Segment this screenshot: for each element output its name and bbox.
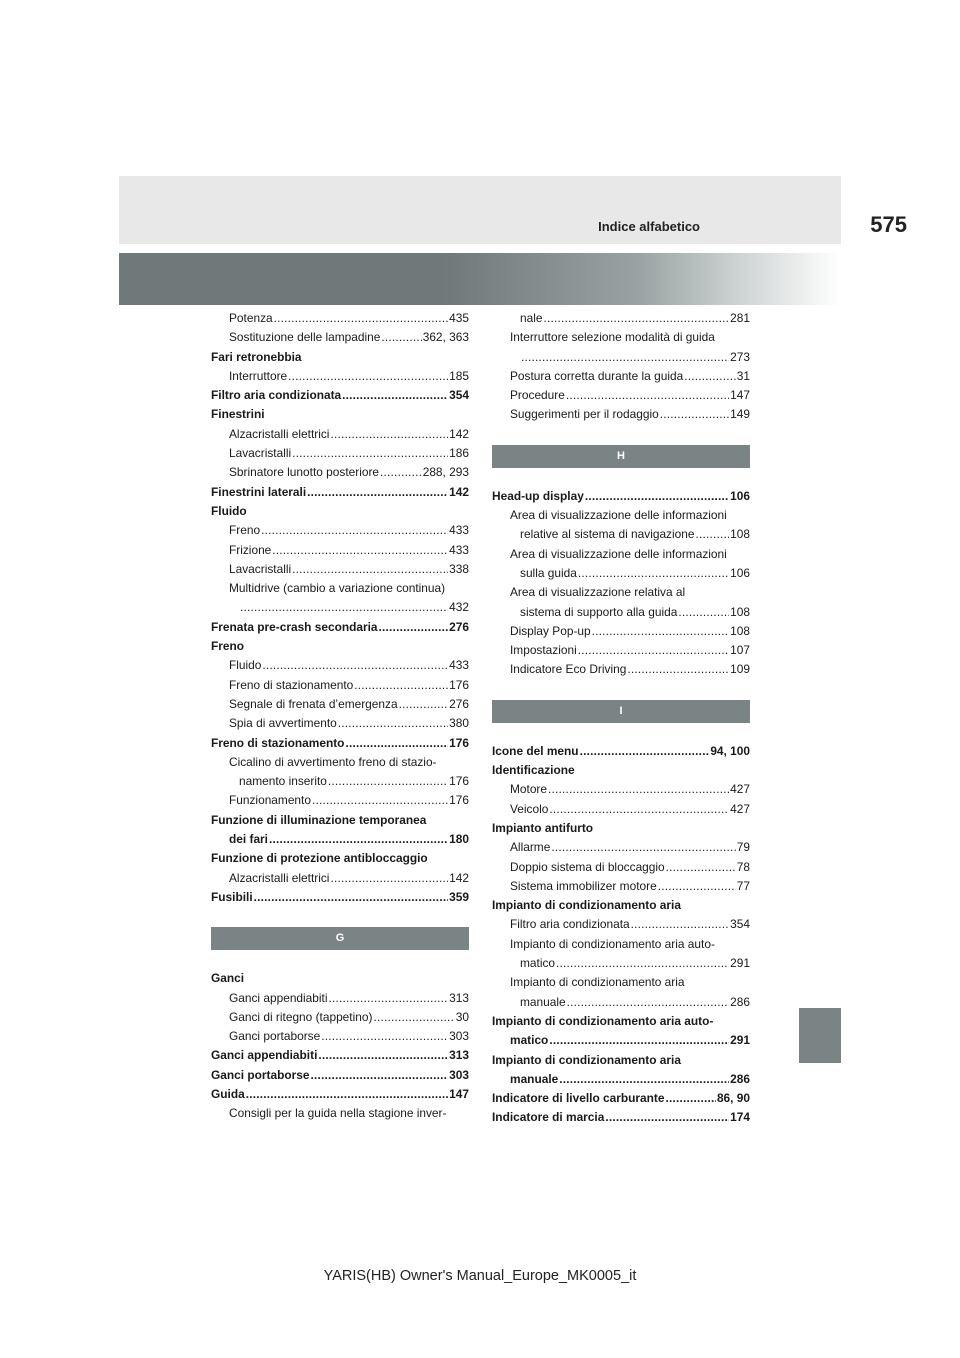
index-entry xyxy=(492,525,750,544)
index-entry-page: 380 xyxy=(449,716,469,731)
index-entry xyxy=(492,1051,750,1070)
index-entry-page: 303 xyxy=(449,1067,469,1082)
index-entry xyxy=(211,483,469,502)
dot-leader xyxy=(521,348,729,367)
index-entry-text: Interruttore selezione modalità di guida xyxy=(510,330,715,345)
index-entry xyxy=(211,714,469,733)
index-entry xyxy=(211,830,469,849)
index-entry-page: 31 xyxy=(736,368,750,383)
dot-leader xyxy=(559,1070,729,1089)
dot-leader xyxy=(381,328,421,347)
index-entry-page: 149 xyxy=(730,407,750,422)
index-entry xyxy=(211,1046,469,1065)
index-entry xyxy=(211,637,469,656)
index-entry-page: 78 xyxy=(736,859,750,874)
dot-leader xyxy=(274,309,449,328)
index-entry xyxy=(211,888,469,907)
dot-leader xyxy=(292,444,448,463)
index-entry xyxy=(211,772,469,791)
index-entry-page: 432 xyxy=(449,600,469,615)
dot-leader xyxy=(342,386,448,405)
index-entry-page: 176 xyxy=(449,735,469,750)
index-entry xyxy=(492,545,750,564)
index-entry xyxy=(492,800,750,819)
index-entry-page: 185 xyxy=(449,368,469,383)
index-entry-text: Identificazione xyxy=(492,763,575,778)
dot-leader xyxy=(288,367,448,386)
index-entry-text: relative al sistema di navigazione xyxy=(520,527,695,542)
header-gradient-bar xyxy=(119,253,841,305)
index-entry xyxy=(492,935,750,954)
dot-leader xyxy=(551,838,735,857)
index-entry-text: Freno di stazionamento xyxy=(229,677,354,692)
index-entry-text: Lavacristalli xyxy=(229,561,292,576)
index-entry-text: Fluido xyxy=(211,503,247,518)
index-entry-page: 286 xyxy=(730,994,750,1009)
dot-leader xyxy=(379,618,449,637)
index-entry-text: Multidrive (cambio a variazione continua) xyxy=(229,581,446,596)
index-entry xyxy=(492,780,750,799)
index-entry-text: Impianto di condizionamento aria xyxy=(492,1052,681,1067)
index-entry xyxy=(211,328,469,347)
index-entry-text: Cicalino di avvertimento freno di stazio- xyxy=(229,754,437,769)
index-entry-page: 174 xyxy=(730,1110,750,1125)
dot-leader xyxy=(254,888,449,907)
dot-leader xyxy=(310,1066,448,1085)
index-entry xyxy=(211,579,469,598)
index-entry-text: Alzacristalli elettrici xyxy=(229,870,330,885)
index-entry-page: 286 xyxy=(730,1071,750,1086)
index-entry xyxy=(492,1108,750,1127)
index-entry xyxy=(492,348,750,367)
index-entry-text: Area di visualizzazione delle informazioni xyxy=(510,546,727,561)
index-entry xyxy=(211,618,469,637)
index-entry-text: Frizione xyxy=(229,542,272,557)
index-entry-page: 435 xyxy=(449,311,469,325)
index-entry-page: 176 xyxy=(449,774,469,789)
dot-leader xyxy=(321,1027,448,1046)
dot-leader xyxy=(696,525,730,544)
index-entry-text: Display Pop-up xyxy=(510,623,591,638)
index-entry-text: Indicatore di marcia xyxy=(492,1110,605,1125)
dot-leader xyxy=(329,989,449,1008)
dot-leader xyxy=(269,830,448,849)
index-entry-text: Allarme xyxy=(510,840,551,855)
index-entry-text: Area di visualizzazione delle informazioni xyxy=(510,508,727,523)
header-band xyxy=(119,176,841,244)
index-entry xyxy=(211,656,469,675)
letter-heading: I xyxy=(492,700,750,723)
index-entry-text: Ganci portaborse xyxy=(229,1029,321,1044)
index-entry-page: 427 xyxy=(730,801,750,816)
index-entry-page: 147 xyxy=(449,1086,469,1101)
dot-leader xyxy=(678,603,729,622)
dot-leader xyxy=(580,742,710,761)
index-entry-text: sistema di supporto alla guida xyxy=(520,604,678,619)
dot-leader xyxy=(567,993,730,1012)
index-entry-text: Impianto di condizionamento aria auto- xyxy=(510,936,715,951)
index-entry xyxy=(211,811,469,830)
index-entry-text: Doppio sistema di bloccaggio xyxy=(510,859,665,874)
index-entry-page: 276 xyxy=(449,619,469,634)
index-entry-text: Funzione di protezione antibloccaggio xyxy=(211,851,428,866)
index-entry-text: Interruttore xyxy=(229,368,288,383)
index-entry xyxy=(211,1027,469,1046)
index-entry-text: Veicolo xyxy=(510,801,549,816)
dot-leader xyxy=(548,780,729,799)
dot-leader xyxy=(684,367,736,386)
index-entry-page: 176 xyxy=(449,793,469,808)
dot-leader xyxy=(338,714,448,733)
index-entry-page: 433 xyxy=(449,658,469,673)
index-entry-page: 359 xyxy=(449,889,469,904)
dot-leader xyxy=(272,541,448,560)
index-entry-text: Area di visualizzazione relativa al xyxy=(510,585,686,600)
index-entry-page: 273 xyxy=(730,349,750,364)
index-entry-page: 107 xyxy=(730,643,750,658)
index-entry xyxy=(492,915,750,934)
index-entry xyxy=(211,753,469,772)
dot-leader xyxy=(240,598,448,617)
index-entry-page: 276 xyxy=(449,696,469,711)
index-entry-text: nale xyxy=(520,311,543,325)
index-entry xyxy=(492,973,750,992)
index-entry-text: Funzione di illuminazione temporanea xyxy=(211,812,427,827)
dot-leader xyxy=(585,487,729,506)
index-entry-text: manuale xyxy=(510,1071,559,1086)
index-entry xyxy=(492,1070,750,1089)
index-entry-page: 291 xyxy=(730,1033,750,1048)
index-entry-text: Sistema immobilizer motore xyxy=(510,878,657,893)
index-entry xyxy=(492,742,750,761)
index-entry xyxy=(211,541,469,560)
index-entry-text: Freno xyxy=(211,639,245,654)
index-entry xyxy=(492,819,750,838)
index-entry-page: 79 xyxy=(736,840,750,855)
index-entry xyxy=(211,989,469,1008)
index-entry-text: Motore xyxy=(510,782,548,797)
dot-leader xyxy=(312,791,448,810)
dot-leader xyxy=(380,463,422,482)
dot-leader xyxy=(592,622,730,641)
dot-leader xyxy=(345,734,448,753)
index-entry xyxy=(211,791,469,810)
index-entry-page: 362, 363 xyxy=(422,330,469,345)
index-entry-text: matico xyxy=(510,1033,549,1048)
index-entry-text: Fusibili xyxy=(211,889,253,904)
index-entry-text: Ganci xyxy=(211,971,245,986)
index-entry-page: 30 xyxy=(455,1009,469,1024)
index-entry-page: 354 xyxy=(730,917,750,932)
index-entry xyxy=(492,328,750,347)
index-entry-text: Sostituzione delle lampadine xyxy=(229,330,381,345)
index-entry xyxy=(211,734,469,753)
dot-leader xyxy=(627,660,729,679)
index-entry-text: Impianto di condizionamento aria xyxy=(510,975,685,990)
index-entry-text: Funzionamento xyxy=(229,793,311,808)
index-entry xyxy=(211,348,469,367)
index-entry xyxy=(492,386,750,405)
index-entry xyxy=(492,838,750,857)
index-entry xyxy=(211,1066,469,1085)
index-entry-page: 94, 100 xyxy=(710,743,750,758)
index-entry-text: Suggerimenti per il rodaggio xyxy=(510,407,659,422)
index-entry-text: Filtro aria condizionata xyxy=(510,917,630,932)
dot-leader xyxy=(246,1085,448,1104)
index-entry xyxy=(211,598,469,617)
index-entry-page: 142 xyxy=(449,870,469,885)
index-entry-page: 109 xyxy=(730,662,750,677)
index-entry-text: Lavacristalli xyxy=(229,446,292,461)
dot-leader xyxy=(556,954,729,973)
index-entry xyxy=(492,487,750,506)
index-entry-page: 291 xyxy=(730,956,750,971)
chapter-thumb-tab xyxy=(799,1008,841,1063)
index-entry xyxy=(211,521,469,540)
index-entry-text: Frenata pre-crash secondaria xyxy=(211,619,378,634)
index-entry xyxy=(492,761,750,780)
index-entry xyxy=(492,405,750,424)
dot-leader xyxy=(658,877,736,896)
index-entry xyxy=(492,583,750,602)
index-entry xyxy=(492,993,750,1012)
index-entry-text: Ganci appendiabiti xyxy=(229,990,328,1005)
index-entry-text: Ganci appendiabiti xyxy=(211,1048,318,1063)
index-entry-text: Fluido xyxy=(229,658,262,673)
dot-leader xyxy=(543,309,729,328)
index-entry xyxy=(211,849,469,868)
index-entry xyxy=(492,954,750,973)
dot-leader xyxy=(330,869,448,888)
index-entry xyxy=(211,869,469,888)
letter-heading: G xyxy=(211,927,469,950)
dot-leader xyxy=(631,915,730,934)
index-entry xyxy=(492,1031,750,1050)
index-entry-page: 433 xyxy=(449,523,469,538)
index-entry-page: 433 xyxy=(449,542,469,557)
footer-text: YARIS(HB) Owner's Manual_Europe_MK0005_it xyxy=(323,1268,637,1284)
index-entry-text: Impianto di condizionamento aria auto- xyxy=(492,1013,714,1028)
index-entry-text: Indicatore Eco Driving xyxy=(510,662,627,677)
index-entry xyxy=(211,676,469,695)
index-entry-text: Sbrinatore lunotto posteriore xyxy=(229,465,380,480)
index-entry-page: 303 xyxy=(449,1029,469,1044)
index-entry xyxy=(211,1008,469,1027)
index-entry xyxy=(492,1089,750,1108)
index-entry xyxy=(211,444,469,463)
index-entry-page: 338 xyxy=(449,561,469,576)
index-entry-text: Finestrini xyxy=(211,407,265,422)
index-entry-page: 108 xyxy=(730,623,750,638)
index-entry xyxy=(211,695,469,714)
dot-leader xyxy=(665,1089,715,1108)
index-entry xyxy=(211,1085,469,1104)
index-entry-text: matico xyxy=(520,956,556,971)
dot-leader xyxy=(292,560,448,579)
index-entry-page: 108 xyxy=(730,527,750,542)
dot-leader xyxy=(566,386,729,405)
index-entry xyxy=(211,502,469,521)
index-entry-text: Ganci portaborse xyxy=(211,1067,310,1082)
index-entry xyxy=(492,506,750,525)
index-entry-page: 354 xyxy=(449,388,469,403)
index-entry xyxy=(492,1012,750,1031)
index-entry-page: 186 xyxy=(449,446,469,461)
index-entry xyxy=(492,622,750,641)
dot-leader xyxy=(328,772,448,791)
index-entry-text: Segnale di frenata d’emergenza xyxy=(229,696,398,711)
index-entry-text: Spia di avvertimento xyxy=(229,716,337,731)
index-entry-page: 180 xyxy=(449,832,469,847)
index-entry-text: manuale xyxy=(520,994,566,1009)
index-entry-text: sulla guida xyxy=(520,565,577,580)
dot-leader xyxy=(262,656,448,675)
index-entry xyxy=(211,1104,469,1123)
index-entry-text: Alzacristalli elettrici xyxy=(229,426,330,441)
index-entry-page: 142 xyxy=(449,426,469,441)
index-entry-page: 313 xyxy=(449,1048,469,1063)
dot-leader xyxy=(605,1108,729,1127)
index-entry-page: 313 xyxy=(449,990,469,1005)
index-entry-page: 77 xyxy=(736,878,750,893)
index-entry-text: Guida xyxy=(211,1086,245,1101)
index-entry xyxy=(211,969,469,988)
index-entry-text: Icone del menu xyxy=(492,743,579,758)
index-entry xyxy=(492,641,750,660)
index-entry xyxy=(492,367,750,386)
index-entry xyxy=(492,564,750,583)
dot-leader xyxy=(578,641,729,660)
index-entry xyxy=(492,858,750,877)
index-entry-text: Indicatore di livello carburante xyxy=(492,1091,665,1106)
dot-leader xyxy=(399,695,449,714)
index-entry-text: Potenza xyxy=(229,311,273,325)
section-title: Indice alfabetico xyxy=(598,219,700,234)
index-entry xyxy=(211,560,469,579)
index-column-right xyxy=(492,309,750,1128)
index-entry-text: Impianto di condizionamento aria xyxy=(492,898,681,913)
index-entry-text: Impianto antifurto xyxy=(492,820,594,835)
dot-leader xyxy=(373,1008,454,1027)
dot-leader xyxy=(307,483,448,502)
index-entry-text: Consigli per la guida nella stagione inver- xyxy=(229,1106,447,1121)
index-entry-text: Postura corretta durante la guida xyxy=(510,368,684,383)
index-column-left xyxy=(211,309,469,1124)
dot-leader xyxy=(318,1046,448,1065)
index-entry-page: 108 xyxy=(730,604,750,619)
index-entry-page: 106 xyxy=(730,488,750,503)
dot-leader xyxy=(330,425,448,444)
index-entry xyxy=(492,660,750,679)
dot-leader xyxy=(549,1031,729,1050)
index-entry-text: Head-up display xyxy=(492,488,584,503)
index-entry xyxy=(211,367,469,386)
index-entry xyxy=(492,309,750,328)
index-entry-text: Procedure xyxy=(510,388,565,403)
dot-leader xyxy=(578,564,729,583)
index-entry-text: Freno xyxy=(229,523,261,538)
index-entry-text: Filtro aria condizionata xyxy=(211,388,342,403)
dot-leader xyxy=(261,521,448,540)
index-entry xyxy=(492,877,750,896)
index-entry xyxy=(211,309,469,328)
index-entry-page: 147 xyxy=(730,388,750,403)
index-entry xyxy=(211,386,469,405)
index-entry-page: 86, 90 xyxy=(716,1091,750,1106)
index-entry xyxy=(492,603,750,622)
index-entry xyxy=(211,425,469,444)
index-entry-text: Ganci di ritegno (tappetino) xyxy=(229,1009,373,1024)
index-entry-text: Finestrini laterali xyxy=(211,484,307,499)
dot-leader xyxy=(354,676,448,695)
index-entry-text: Fari retronebbia xyxy=(211,349,302,364)
index-entry-page: 106 xyxy=(730,565,750,580)
index-entry-text: Impostazioni xyxy=(510,643,577,658)
dot-leader xyxy=(549,800,729,819)
index-entry xyxy=(492,896,750,915)
index-entry-page: 288, 293 xyxy=(422,465,469,480)
index-entry-page: 281 xyxy=(730,311,750,325)
index-entry-text: dei fari xyxy=(229,832,268,847)
page-number: 575 xyxy=(870,212,907,237)
index-entry-text: namento inserito xyxy=(239,774,327,789)
index-entry-page: 176 xyxy=(449,677,469,692)
index-entry-page: 142 xyxy=(449,484,469,499)
index-entry xyxy=(211,463,469,482)
index-entry-text: Freno di stazionamento xyxy=(211,735,345,750)
index-entry xyxy=(211,405,469,424)
dot-leader xyxy=(666,858,736,877)
dot-leader xyxy=(660,405,729,424)
index-entry-page: 427 xyxy=(730,782,750,797)
letter-heading: H xyxy=(492,445,750,468)
